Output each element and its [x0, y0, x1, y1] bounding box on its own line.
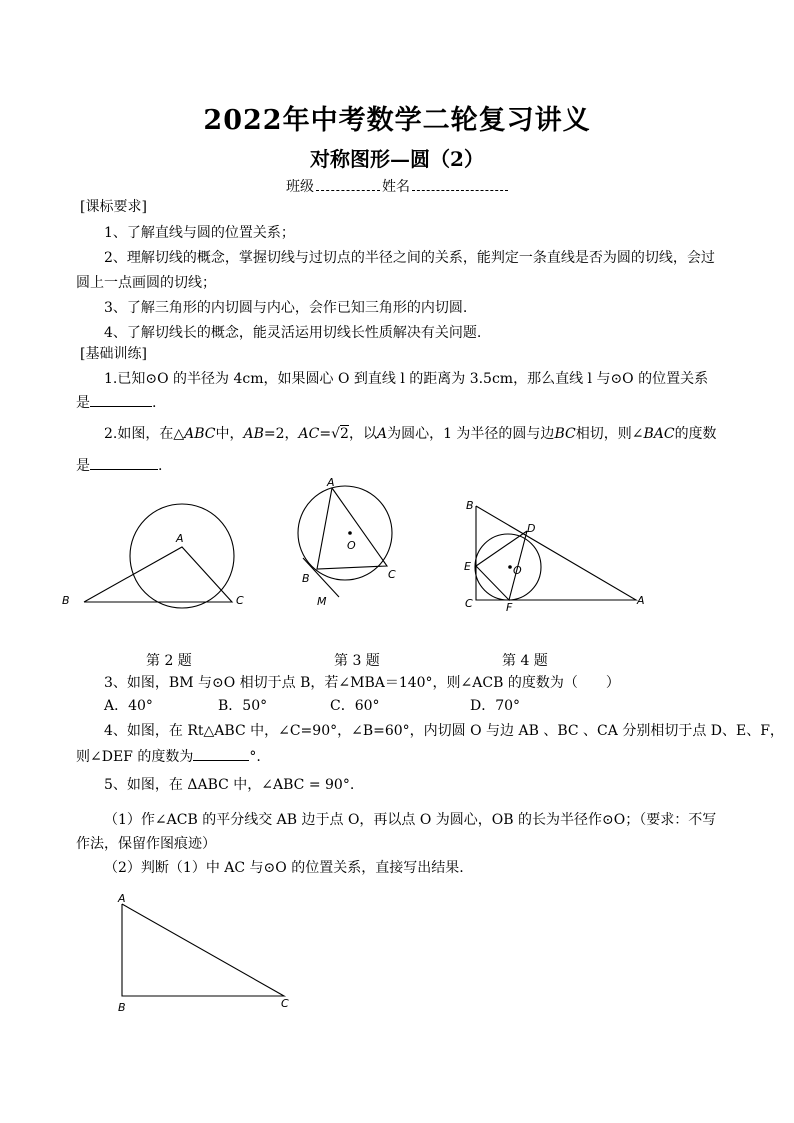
- figure-5: [100, 890, 320, 1020]
- caption-fig-2: 第 2 题: [146, 653, 192, 669]
- q4-answer-blank[interactable]: [193, 746, 249, 761]
- q2-bac: BAC: [643, 426, 675, 442]
- fig5-triangle: [122, 904, 284, 996]
- curriculum-item-2: 2、理解切线的概念，掌握切线与过切点的半径之间的关系，能判定一条直线是否为圆的切线，会过: [104, 250, 715, 266]
- q2-ab: AB: [243, 426, 264, 442]
- curriculum-heading: [课标要求]: [80, 199, 147, 215]
- training-heading: [基础训练]: [80, 346, 147, 362]
- question-5-part-1-b: 作法，保留作图痕迹）: [76, 836, 216, 852]
- fig2-triangle: [84, 547, 232, 602]
- q4-suffix: °.: [249, 749, 261, 765]
- q2-bc: BC: [554, 426, 576, 442]
- q2-ac: AC: [298, 426, 320, 442]
- figure-3: [298, 476, 396, 608]
- figure-2: [62, 504, 244, 608]
- q3-option-d: D．70°: [470, 698, 521, 714]
- q3-option-a: A．40°: [104, 698, 153, 714]
- q2-answer-blank[interactable]: [90, 455, 158, 470]
- q2-text-f: 的度数: [674, 426, 717, 442]
- name-label: 姓名: [382, 179, 410, 195]
- fig4-label-f: F: [506, 601, 513, 614]
- fig4-label-o: O: [513, 564, 522, 577]
- fig2-circle: [130, 504, 234, 608]
- q1-prefix: 是: [76, 395, 90, 411]
- fig4-triangle: [476, 506, 636, 600]
- q3-option-b: B．50°: [218, 698, 268, 714]
- question-5-line-1: 5、如图，在 ΔABC 中，∠ABC = 90°.: [104, 777, 355, 793]
- q2-text-a: 2.如图，在△: [104, 426, 185, 442]
- q2-a: A: [376, 426, 388, 442]
- fig3-label-m: M: [317, 595, 327, 608]
- q2-suffix: .: [158, 458, 163, 474]
- fig3-label-b: B: [302, 572, 310, 585]
- question-5-part-2: （2）判断（1）中 AC 与⊙O 的位置关系，直接写出结果.: [104, 860, 464, 876]
- fig3-center-dot: [348, 531, 352, 535]
- question-4-line-2: [76, 746, 726, 766]
- fig4-label-d: D: [527, 522, 536, 535]
- figures-row: [0, 470, 794, 650]
- fig3-triangle: [317, 488, 387, 569]
- fig3-label-o: O: [347, 539, 356, 552]
- curriculum-item-1: 1、了解直线与圆的位置关系；: [104, 225, 295, 241]
- fig4-label-b: B: [466, 499, 474, 512]
- fig2-label-c: C: [236, 594, 244, 607]
- class-blank: [316, 176, 380, 191]
- name-blank: [412, 176, 508, 191]
- question-5-part-1-a: （1）作∠ACB 的平分线交 AB 边于点 O，再以点 O 为圆心，OB 的长为半径作⊙O；（要求：不写: [104, 812, 717, 828]
- class-label: 班级: [286, 179, 314, 195]
- q2-prefix: 是: [76, 458, 90, 474]
- page-title: 2022年中考数学二轮复习讲义: [203, 105, 591, 136]
- fig2-label-b: B: [62, 594, 70, 607]
- q2-tri: ABC: [184, 426, 216, 442]
- fig2-label-a: A: [176, 532, 184, 545]
- fig4-center-dot: [508, 565, 512, 569]
- curriculum-item-4: 4、了解切线长的概念，能灵活运用切线长性质解决有关问题.: [104, 325, 482, 341]
- fig5-label-a: A: [118, 892, 126, 905]
- q4-prefix: 则∠DEF 的度数为: [76, 749, 194, 765]
- curriculum-item-3: 3、了解三角形的内切圆与内心，会作已知三角形的内切圆.: [104, 300, 468, 316]
- q2-ab-val: =2，: [263, 426, 299, 442]
- class-name-line: [0, 176, 794, 196]
- q2-sqrt: √2: [331, 426, 349, 442]
- q2-text-d: 为圆心，1 为半径的圆与边: [387, 426, 555, 442]
- q1-answer-blank[interactable]: [90, 392, 152, 407]
- q3-option-c: C．60°: [330, 698, 380, 714]
- fig5-label-b: B: [118, 1001, 126, 1014]
- question-1-line-1: 1.已知⊙O 的半径为 4cm，如果圆心 O 到直线 l 的距离为 3.5cm，那么直线 l 与⊙O 的位置关系: [104, 371, 709, 387]
- caption-fig-4: 第 4 题: [502, 653, 548, 669]
- question-4-line-1: 4、如图，在 Rt△ABC 中，∠C=90°，∠B=60°，内切圆 O 与边 AB 、BC 、CA 分别相切于点 D、E、F，: [104, 723, 784, 739]
- q2-ac-val: =: [319, 426, 332, 442]
- curriculum-item-2-cont: 圆上一点画圆的切线；: [76, 275, 216, 291]
- q2-text-c: ，以: [348, 426, 377, 442]
- fig4-label-a: A: [637, 594, 645, 607]
- q1-suffix: .: [152, 395, 157, 411]
- q2-text-e: 相切，则∠: [575, 426, 644, 442]
- fig4-label-c: C: [465, 597, 473, 610]
- q2-text-b: 中，: [215, 426, 244, 442]
- caption-fig-3: 第 3 题: [334, 653, 380, 669]
- question-1-line-2: [76, 392, 726, 412]
- fig4-label-e: E: [464, 560, 471, 573]
- figure-4: [464, 499, 645, 614]
- fig5-label-c: C: [281, 997, 289, 1010]
- fig3-label-c: C: [388, 568, 396, 581]
- question-2-line-1: [104, 425, 754, 443]
- question-3-line-1: 3、如图，BM 与⊙O 相切于点 B，若∠MBA＝140°，则∠ACB 的度数为（ ）: [104, 675, 620, 691]
- fig3-label-a: A: [327, 476, 335, 489]
- page-subtitle: 对称图形—圆（2）: [310, 147, 484, 171]
- q2-sqrt-value: 2: [340, 426, 349, 442]
